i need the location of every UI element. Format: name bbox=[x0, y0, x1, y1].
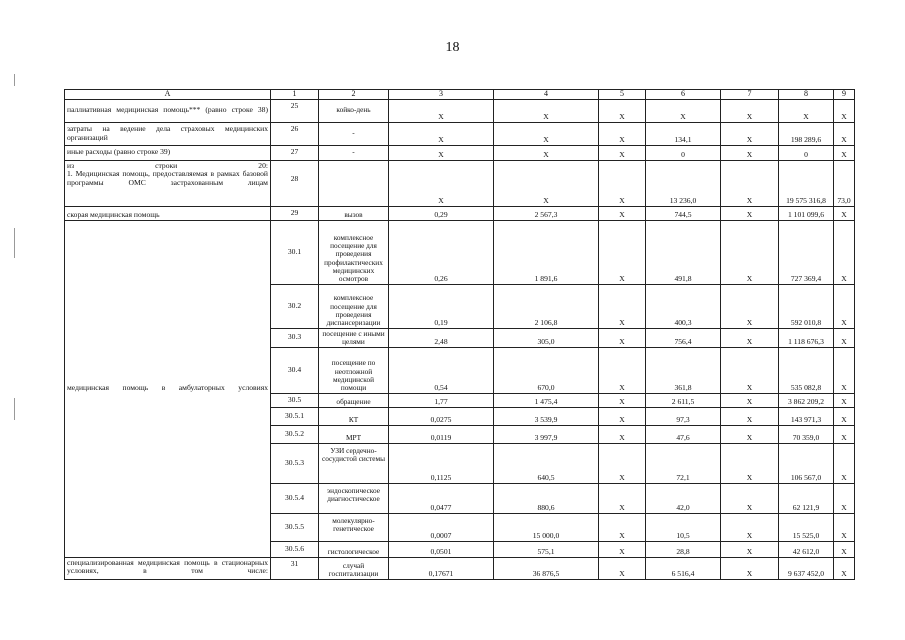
cell-col5: Х bbox=[599, 328, 646, 347]
cell-col9: Х bbox=[834, 220, 855, 284]
row-unit: МРТ bbox=[319, 425, 389, 443]
cell-col9: 73,0 bbox=[834, 160, 855, 206]
cell-col6: 42,0 bbox=[646, 483, 721, 513]
cell-col8: 1 101 099,6 bbox=[779, 206, 834, 220]
header-cell: А bbox=[65, 90, 271, 100]
cell-col8: 1 118 676,3 bbox=[779, 328, 834, 347]
cell-col9: Х bbox=[834, 328, 855, 347]
cell-col4: 1 475,4 bbox=[494, 393, 599, 407]
cell-col6: 744,5 bbox=[646, 206, 721, 220]
cell-col3: 0,0119 bbox=[389, 425, 494, 443]
cell-col6: 28,8 bbox=[646, 541, 721, 557]
cell-col9: Х bbox=[834, 483, 855, 513]
cell-col6: 361,8 bbox=[646, 347, 721, 393]
row-number: 25 bbox=[271, 99, 319, 122]
row-number: 27 bbox=[271, 145, 319, 160]
cell-col7: Х bbox=[721, 393, 779, 407]
cell-col7: Х bbox=[721, 206, 779, 220]
cell-col9: Х bbox=[834, 407, 855, 425]
table-row bbox=[65, 557, 855, 579]
cell-col8: 9 637 452,0 bbox=[779, 557, 834, 579]
cell-col8: 42 612,0 bbox=[779, 541, 834, 557]
row-number: 30.1 bbox=[271, 220, 319, 284]
cell-col6: Х bbox=[646, 99, 721, 122]
header-cell: 4 bbox=[494, 90, 599, 100]
cell-col6: 13 236,0 bbox=[646, 160, 721, 206]
row-name: паллиативная медицинская помощь*** (равно строке 38) bbox=[65, 99, 271, 122]
cell-col8: 198 289,6 bbox=[779, 122, 834, 145]
table-row bbox=[65, 206, 855, 220]
cell-col7: Х bbox=[721, 160, 779, 206]
cell-col5: Х bbox=[599, 160, 646, 206]
cell-col4: 1 891,6 bbox=[494, 220, 599, 284]
cell-col5: Х bbox=[599, 347, 646, 393]
row-unit: комплексное посещение для проведения диспансеризации bbox=[319, 284, 389, 328]
cell-col3: 0,29 bbox=[389, 206, 494, 220]
cell-col7: Х bbox=[721, 541, 779, 557]
cell-col9: Х bbox=[834, 541, 855, 557]
cell-col4: 2 106,8 bbox=[494, 284, 599, 328]
cell-col6: 491,8 bbox=[646, 220, 721, 284]
cell-col6: 47,6 bbox=[646, 425, 721, 443]
cell-col3: Х bbox=[389, 122, 494, 145]
row-name bbox=[65, 160, 271, 206]
margin-mark bbox=[14, 74, 15, 86]
row-number: 30.2 bbox=[271, 284, 319, 328]
cell-col3: 0,54 bbox=[389, 347, 494, 393]
cell-col9: Х bbox=[834, 347, 855, 393]
header-cell: 8 bbox=[779, 90, 834, 100]
row-unit: случай госпитализации bbox=[319, 557, 389, 579]
cell-col5: Х bbox=[599, 99, 646, 122]
cell-col6: 400,3 bbox=[646, 284, 721, 328]
cell-col5: Х bbox=[599, 443, 646, 483]
header-cell: 5 bbox=[599, 90, 646, 100]
cell-col4: 3 539,9 bbox=[494, 407, 599, 425]
cell-col6: 6 516,4 bbox=[646, 557, 721, 579]
cell-col4: Х bbox=[494, 122, 599, 145]
row-number: 30.5.6 bbox=[271, 541, 319, 557]
cell-col7: Х bbox=[721, 347, 779, 393]
row-unit: гистологическое bbox=[319, 541, 389, 557]
row-number: 28 bbox=[271, 160, 319, 206]
cell-col4: 36 876,5 bbox=[494, 557, 599, 579]
row-number: 31 bbox=[271, 557, 319, 579]
cell-col3: 0,0007 bbox=[389, 513, 494, 541]
header-cell: 3 bbox=[389, 90, 494, 100]
page-number: 18 bbox=[445, 40, 460, 55]
cell-col7: Х bbox=[721, 443, 779, 483]
cell-col5: Х bbox=[599, 541, 646, 557]
cell-col8: 535 082,8 bbox=[779, 347, 834, 393]
row-unit: УЗИ сердечно-сосудистой системы bbox=[319, 443, 389, 483]
row-unit: КТ bbox=[319, 407, 389, 425]
row-name: скорая медицинская помощь bbox=[65, 206, 271, 220]
row-number: 30.5.2 bbox=[271, 425, 319, 443]
row-number: 30.5.5 bbox=[271, 513, 319, 541]
row-number: 30.4 bbox=[271, 347, 319, 393]
cell-col3: 0,19 bbox=[389, 284, 494, 328]
cell-col7: Х bbox=[721, 99, 779, 122]
table-row bbox=[65, 145, 855, 160]
row-unit: посещение по неотложной медицинской помощи bbox=[319, 347, 389, 393]
row-name-line: 1. Медицинская помощь, предоставляемая в рамках базовой программы ОМС застрахованным лицам bbox=[67, 169, 268, 187]
cell-col3: 0,1125 bbox=[389, 443, 494, 483]
cell-col8: 0 bbox=[779, 145, 834, 160]
cell-col9: Х bbox=[834, 513, 855, 541]
cell-col6: 134,1 bbox=[646, 122, 721, 145]
cell-col6: 72,1 bbox=[646, 443, 721, 483]
cell-col5: Х bbox=[599, 220, 646, 284]
header-cell: 7 bbox=[721, 90, 779, 100]
cell-col7: Х bbox=[721, 328, 779, 347]
cell-col4: Х bbox=[494, 160, 599, 206]
cell-col3: 0,0501 bbox=[389, 541, 494, 557]
table-row bbox=[65, 99, 855, 122]
cell-col3: 0,26 bbox=[389, 220, 494, 284]
cell-col3: Х bbox=[389, 99, 494, 122]
cell-col6: 0 bbox=[646, 145, 721, 160]
cell-col3: 1,77 bbox=[389, 393, 494, 407]
cell-col3: Х bbox=[389, 145, 494, 160]
cell-col9: Х bbox=[834, 99, 855, 122]
cell-col5: Х bbox=[599, 513, 646, 541]
cell-col8: 3 862 209,2 bbox=[779, 393, 834, 407]
cell-col4: 15 000,0 bbox=[494, 513, 599, 541]
row-unit: койко-день bbox=[319, 99, 389, 122]
cell-col5: Х bbox=[599, 407, 646, 425]
cell-col5: Х bbox=[599, 393, 646, 407]
cell-col7: Х bbox=[721, 425, 779, 443]
cell-col6: 97,3 bbox=[646, 407, 721, 425]
cell-col3: 2,48 bbox=[389, 328, 494, 347]
cell-col8: Х bbox=[779, 99, 834, 122]
cell-col6: 756,4 bbox=[646, 328, 721, 347]
row-name: затраты на ведение дела страховых медицинских организаций bbox=[65, 122, 271, 145]
cell-col5: Х bbox=[599, 284, 646, 328]
cell-col4: 3 997,9 bbox=[494, 425, 599, 443]
cell-col7: Х bbox=[721, 284, 779, 328]
header-cell: 2 bbox=[319, 90, 389, 100]
medical-services-table bbox=[64, 89, 855, 580]
cell-col3: Х bbox=[389, 160, 494, 206]
row-unit: - bbox=[319, 145, 389, 160]
cell-col9: Х bbox=[834, 206, 855, 220]
row-unit: молекулярно-генетическое bbox=[319, 513, 389, 541]
row-number: 30.3 bbox=[271, 328, 319, 347]
cell-col9: Х bbox=[834, 122, 855, 145]
cell-col7: Х bbox=[721, 122, 779, 145]
cell-col8: 143 971,3 bbox=[779, 407, 834, 425]
cell-col5: Х bbox=[599, 145, 646, 160]
row-number: 29 bbox=[271, 206, 319, 220]
cell-col6: 10,5 bbox=[646, 513, 721, 541]
row-unit: посещение с иными целями bbox=[319, 328, 389, 347]
table-header-row bbox=[65, 90, 855, 100]
cell-col9: Х bbox=[834, 393, 855, 407]
cell-col4: 670,0 bbox=[494, 347, 599, 393]
cell-col9: Х bbox=[834, 284, 855, 328]
margin-mark bbox=[14, 228, 15, 258]
cell-col4: 575,1 bbox=[494, 541, 599, 557]
cell-col6: 2 611,5 bbox=[646, 393, 721, 407]
cell-col4: 305,0 bbox=[494, 328, 599, 347]
cell-col5: Х bbox=[599, 483, 646, 513]
cell-col4: Х bbox=[494, 99, 599, 122]
cell-col8: 106 567,0 bbox=[779, 443, 834, 483]
row-unit: комплексное посещение для проведения профилактических медицинских осмотров bbox=[319, 220, 389, 284]
cell-col9: Х bbox=[834, 443, 855, 483]
table-row bbox=[65, 122, 855, 145]
row-number: 30.5 bbox=[271, 393, 319, 407]
cell-col8: 62 121,9 bbox=[779, 483, 834, 513]
header-cell: 6 bbox=[646, 90, 721, 100]
cell-col7: Х bbox=[721, 483, 779, 513]
margin-mark bbox=[14, 398, 15, 420]
row-number: 30.5.3 bbox=[271, 443, 319, 483]
table-row bbox=[65, 160, 855, 206]
row-unit: - bbox=[319, 122, 389, 145]
row-unit: эндоскопическое диагностическое bbox=[319, 483, 389, 513]
row-unit: вызов bbox=[319, 206, 389, 220]
cell-col9: Х bbox=[834, 145, 855, 160]
row-name: медицинская помощь в амбулаторных условиях bbox=[65, 220, 271, 557]
cell-col8: 19 575 316,8 bbox=[779, 160, 834, 206]
cell-col9: Х bbox=[834, 425, 855, 443]
row-name-line: из строки 20: bbox=[67, 160, 268, 170]
row-name: специализированная медицинская помощь в стационарных условиях, в том числе: bbox=[65, 557, 271, 579]
cell-col9: Х bbox=[834, 557, 855, 579]
row-unit bbox=[319, 160, 389, 206]
cell-col8: 592 010,8 bbox=[779, 284, 834, 328]
cell-col8: 727 369,4 bbox=[779, 220, 834, 284]
cell-col7: Х bbox=[721, 220, 779, 284]
cell-col8: 70 359,0 bbox=[779, 425, 834, 443]
cell-col8: 15 525,0 bbox=[779, 513, 834, 541]
cell-col7: Х bbox=[721, 557, 779, 579]
row-number: 26 bbox=[271, 122, 319, 145]
cell-col5: Х bbox=[599, 122, 646, 145]
cell-col4: 880,6 bbox=[494, 483, 599, 513]
cell-col3: 0,0477 bbox=[389, 483, 494, 513]
table-row bbox=[65, 220, 855, 284]
cell-col5: Х bbox=[599, 425, 646, 443]
row-number: 30.5.1 bbox=[271, 407, 319, 425]
cell-col4: 2 567,3 bbox=[494, 206, 599, 220]
cell-col7: Х bbox=[721, 407, 779, 425]
header-cell: 1 bbox=[271, 90, 319, 100]
cell-col3: 0,17671 bbox=[389, 557, 494, 579]
cell-col7: Х bbox=[721, 145, 779, 160]
cell-col5: Х bbox=[599, 206, 646, 220]
cell-col7: Х bbox=[721, 513, 779, 541]
cell-col5: Х bbox=[599, 557, 646, 579]
row-unit: обращение bbox=[319, 393, 389, 407]
header-cell: 9 bbox=[834, 90, 855, 100]
row-number: 30.5.4 bbox=[271, 483, 319, 513]
cell-col3: 0,0275 bbox=[389, 407, 494, 425]
row-name: иные расходы (равно строке 39) bbox=[65, 145, 271, 160]
cell-col4: 640,5 bbox=[494, 443, 599, 483]
cell-col4: Х bbox=[494, 145, 599, 160]
